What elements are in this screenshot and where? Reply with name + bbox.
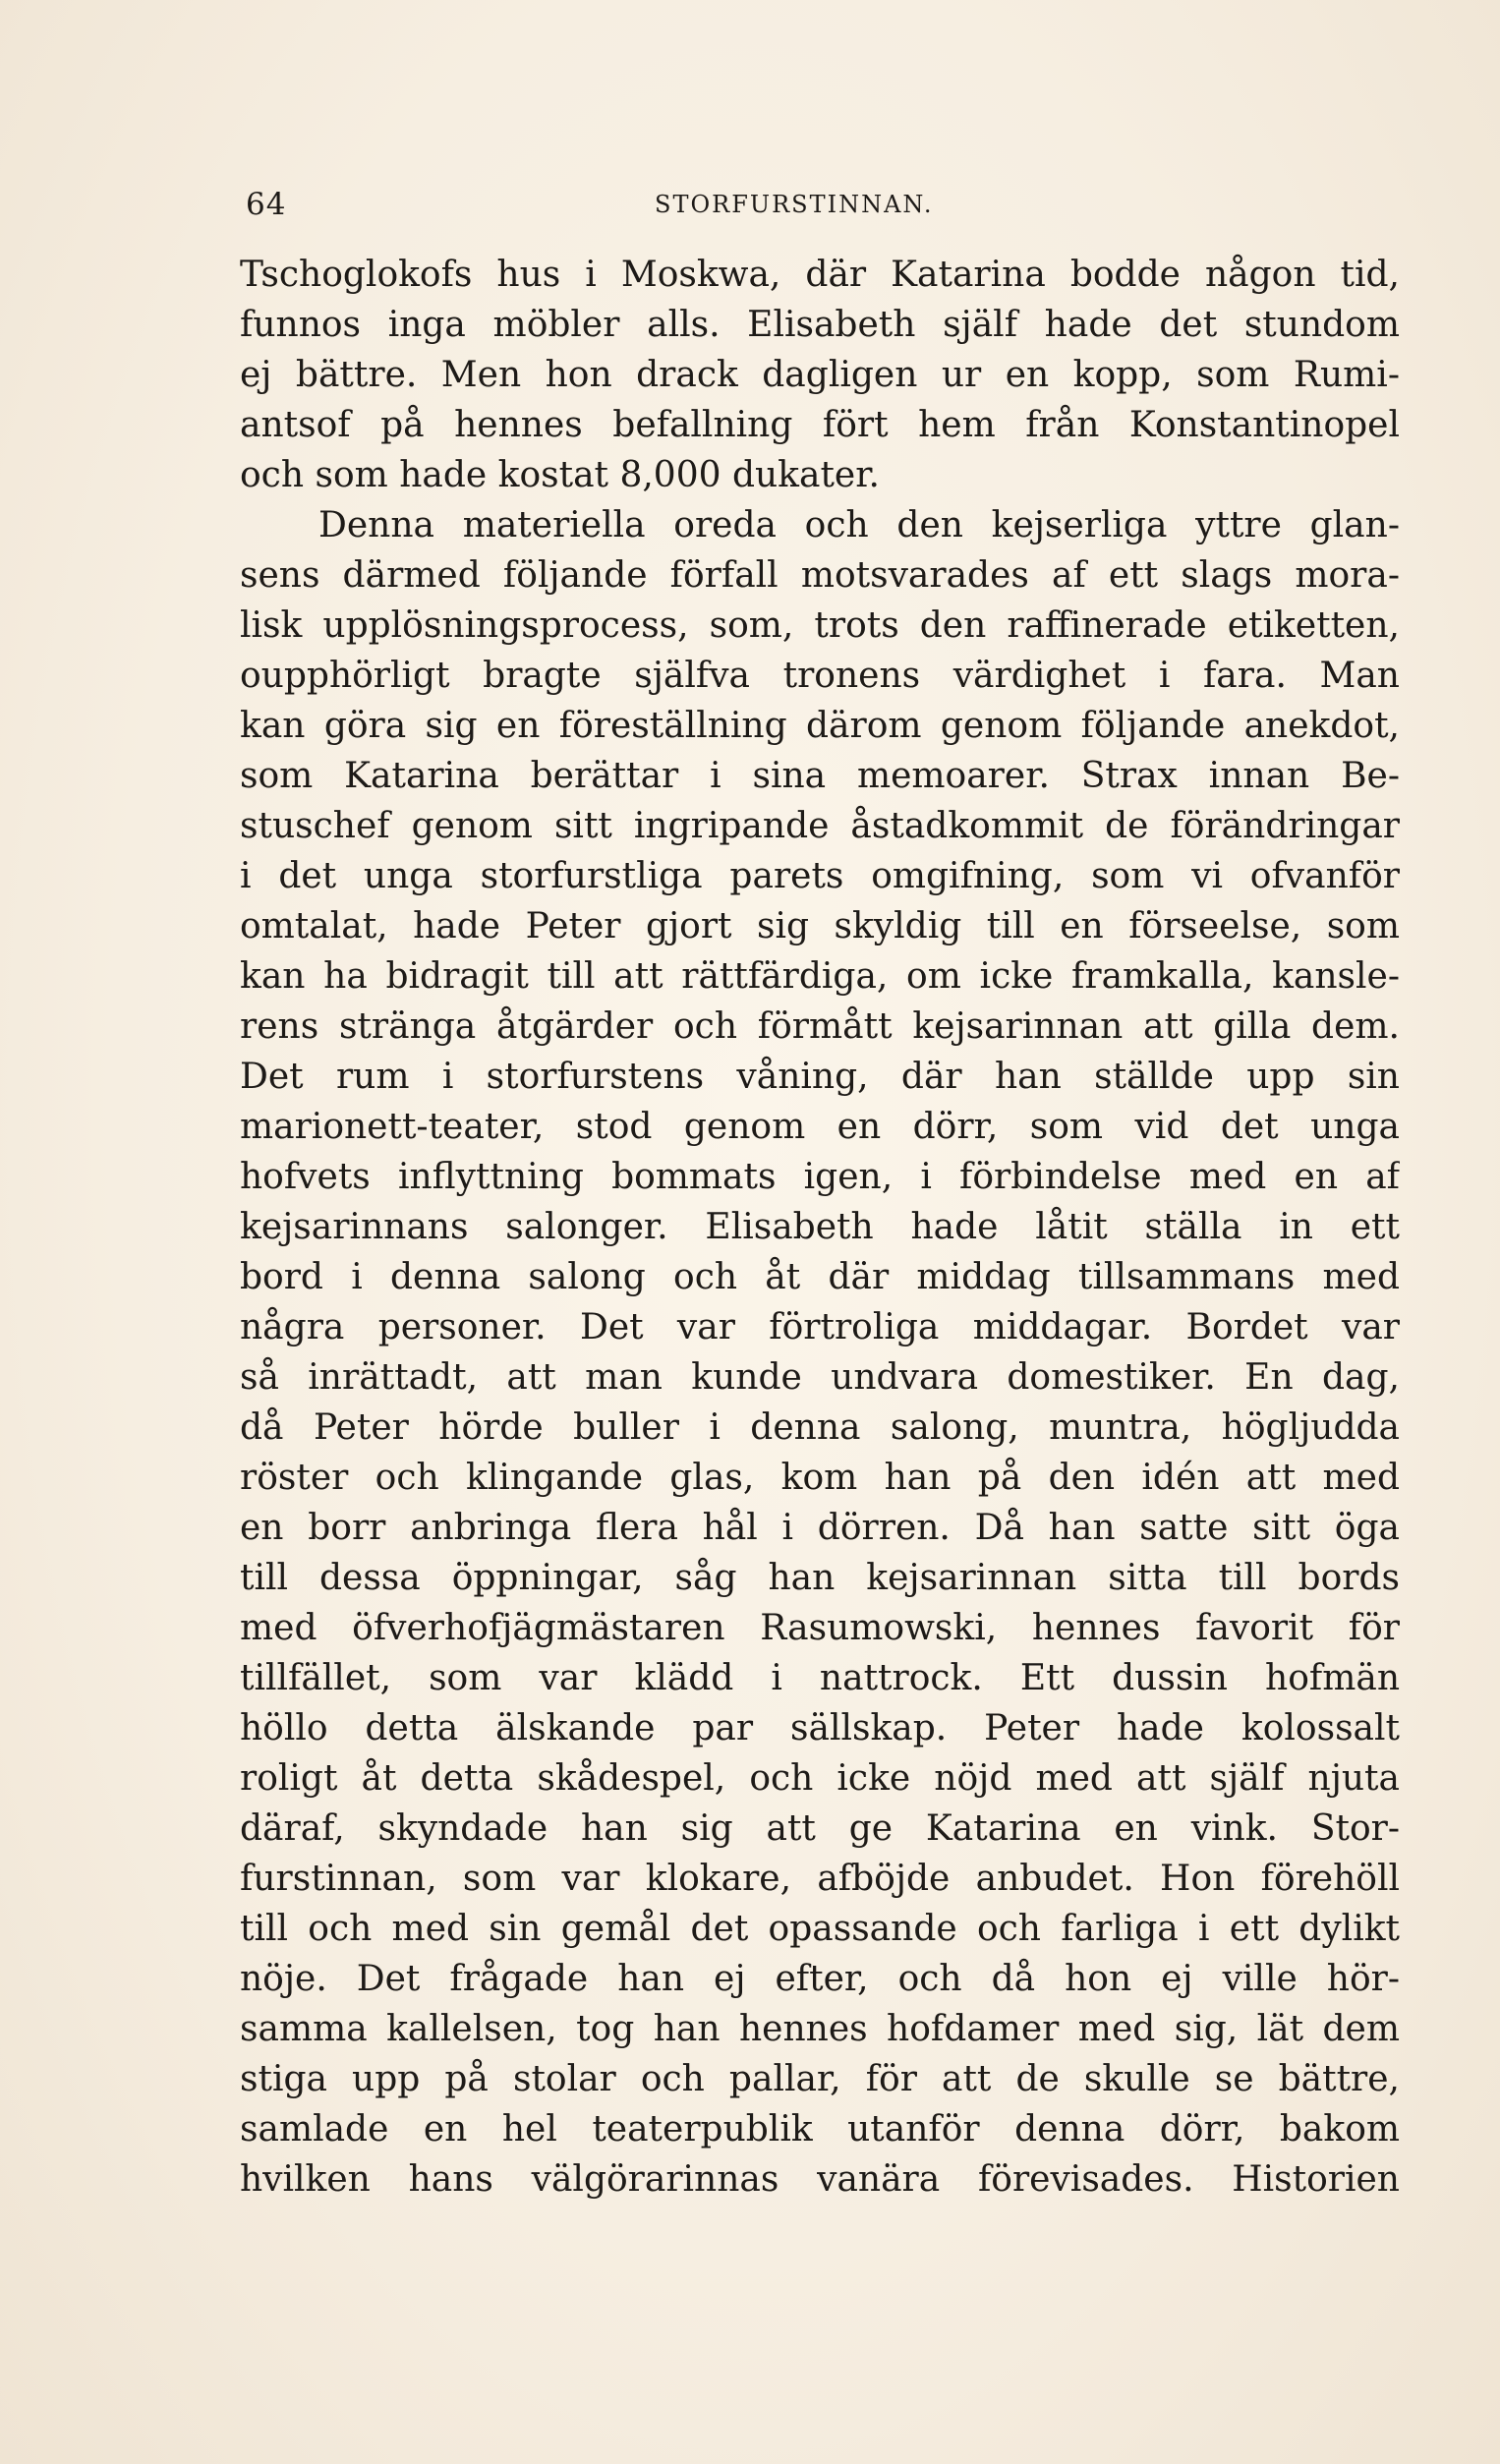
text-line: däraf, skyndade han sig att ge Katarina en vink. Stor- <box>240 1808 1400 1849</box>
text-line: så inrättadt, att man kunde undvara domestiker. En dag, <box>240 1357 1400 1398</box>
text-line: som Katarina berättar i sina memoarer. Strax innan Be- <box>240 756 1400 796</box>
text-line: i det unga storfurstliga parets omgifning, som vi ofvanför <box>240 856 1400 896</box>
text-line: med öfverhofjägmästaren Rasumowski, hennes favorit för <box>240 1608 1400 1648</box>
text-line: till dessa öppningar, såg han kejsarinnan sitta till bords <box>240 1558 1400 1598</box>
text-line: stiga upp på stolar och pallar, för att de skulle se bättre, <box>240 2059 1400 2099</box>
text-line: funnos inga möbler alls. Elisabeth själf hade det stundom <box>240 305 1400 345</box>
text-line: kejsarinnans salonger. Elisabeth hade låtit ställa in ett <box>240 1207 1400 1247</box>
text-line: samlade en hel teaterpublik utanför denna dörr, bakom <box>240 2109 1400 2149</box>
text-line: antsof på hennes befallning fört hem från Konstantinopel <box>240 405 1400 445</box>
text-line: Det rum i storfurstens våning, där han ställde upp sin <box>240 1057 1400 1097</box>
text-line: och som hade kostat 8,000 dukater. <box>240 455 880 495</box>
text-line: stuschef genom sitt ingripande åstadkommit de förändringar <box>240 806 1400 846</box>
text-line: tillfället, som var klädd i nattrock. Ett dussin hofmän <box>240 1658 1400 1698</box>
text-line: omtalat, hade Peter gjort sig skyldig till en förseelse, som <box>240 906 1400 946</box>
page-header <box>246 187 1406 226</box>
text-line: samma kallelsen, tog han hennes hofdamer med sig, lät dem <box>240 2009 1400 2049</box>
text-line: lisk upplösningsprocess, som, trots den raffinerade etiketten, <box>240 605 1400 646</box>
text-line: oupphörligt bragte själfva tronens värdighet i fara. Man <box>240 656 1400 696</box>
body-text <box>240 250 1400 2205</box>
text-line: några personer. Det var förtroliga middagar. Bordet var <box>240 1307 1400 1347</box>
text-line: Denna materiella oreda och den kejserliga yttre glan- <box>318 505 1400 545</box>
text-line: nöje. Det frågade han ej efter, och då hon ej ville hör- <box>240 1959 1400 1999</box>
text-line: furstinnan, som var klokare, afböjde anbudet. Hon förehöll <box>240 1859 1400 1899</box>
text-line: hofvets inflyttning bommats igen, i förbindelse med en af <box>240 1157 1400 1197</box>
text-line: hvilken hans välgörarinnas vanära förevisades. Historien <box>240 2159 1400 2200</box>
text-line: Tschoglokofs hus i Moskwa, där Katarina bodde någon tid, <box>240 255 1400 295</box>
text-line: bord i denna salong och åt där middag tillsammans med <box>240 1257 1400 1297</box>
text-line: röster och klingande glas, kom han på den idén att med <box>240 1458 1400 1498</box>
text-line: ej bättre. Men hon drack dagligen ur en kopp, som Rumi- <box>240 355 1400 395</box>
text-line: till och med sin gemål det opassande och farliga i ett dylikt <box>240 1909 1400 1949</box>
text-line: kan göra sig en föreställning därom genom följande anekdot, <box>240 706 1400 746</box>
text-line: marionett-teater, stod genom en dörr, som vid det unga <box>240 1107 1400 1147</box>
text-line: sens därmed följande förfall motsvarades af ett slags mora- <box>240 555 1400 596</box>
text-line: då Peter hörde buller i denna salong, muntra, högljudda <box>240 1407 1400 1448</box>
text-line: kan ha bidragit till att rättfärdiga, om icke framkalla, kansle- <box>240 956 1400 997</box>
text-line: roligt åt detta skådespel, och icke nöjd med att själf njuta <box>240 1758 1400 1799</box>
running-head: STORFURSTINNAN. <box>655 191 934 218</box>
page-number: 64 <box>246 187 287 222</box>
text-line: rens stränga åtgärder och förmått kejsarinnan att gilla dem. <box>240 1006 1400 1047</box>
text-line: höllo detta älskande par sällskap. Peter hade kolossalt <box>240 1708 1400 1748</box>
text-line: en borr anbringa flera hål i dörren. Då han satte sitt öga <box>240 1508 1400 1548</box>
